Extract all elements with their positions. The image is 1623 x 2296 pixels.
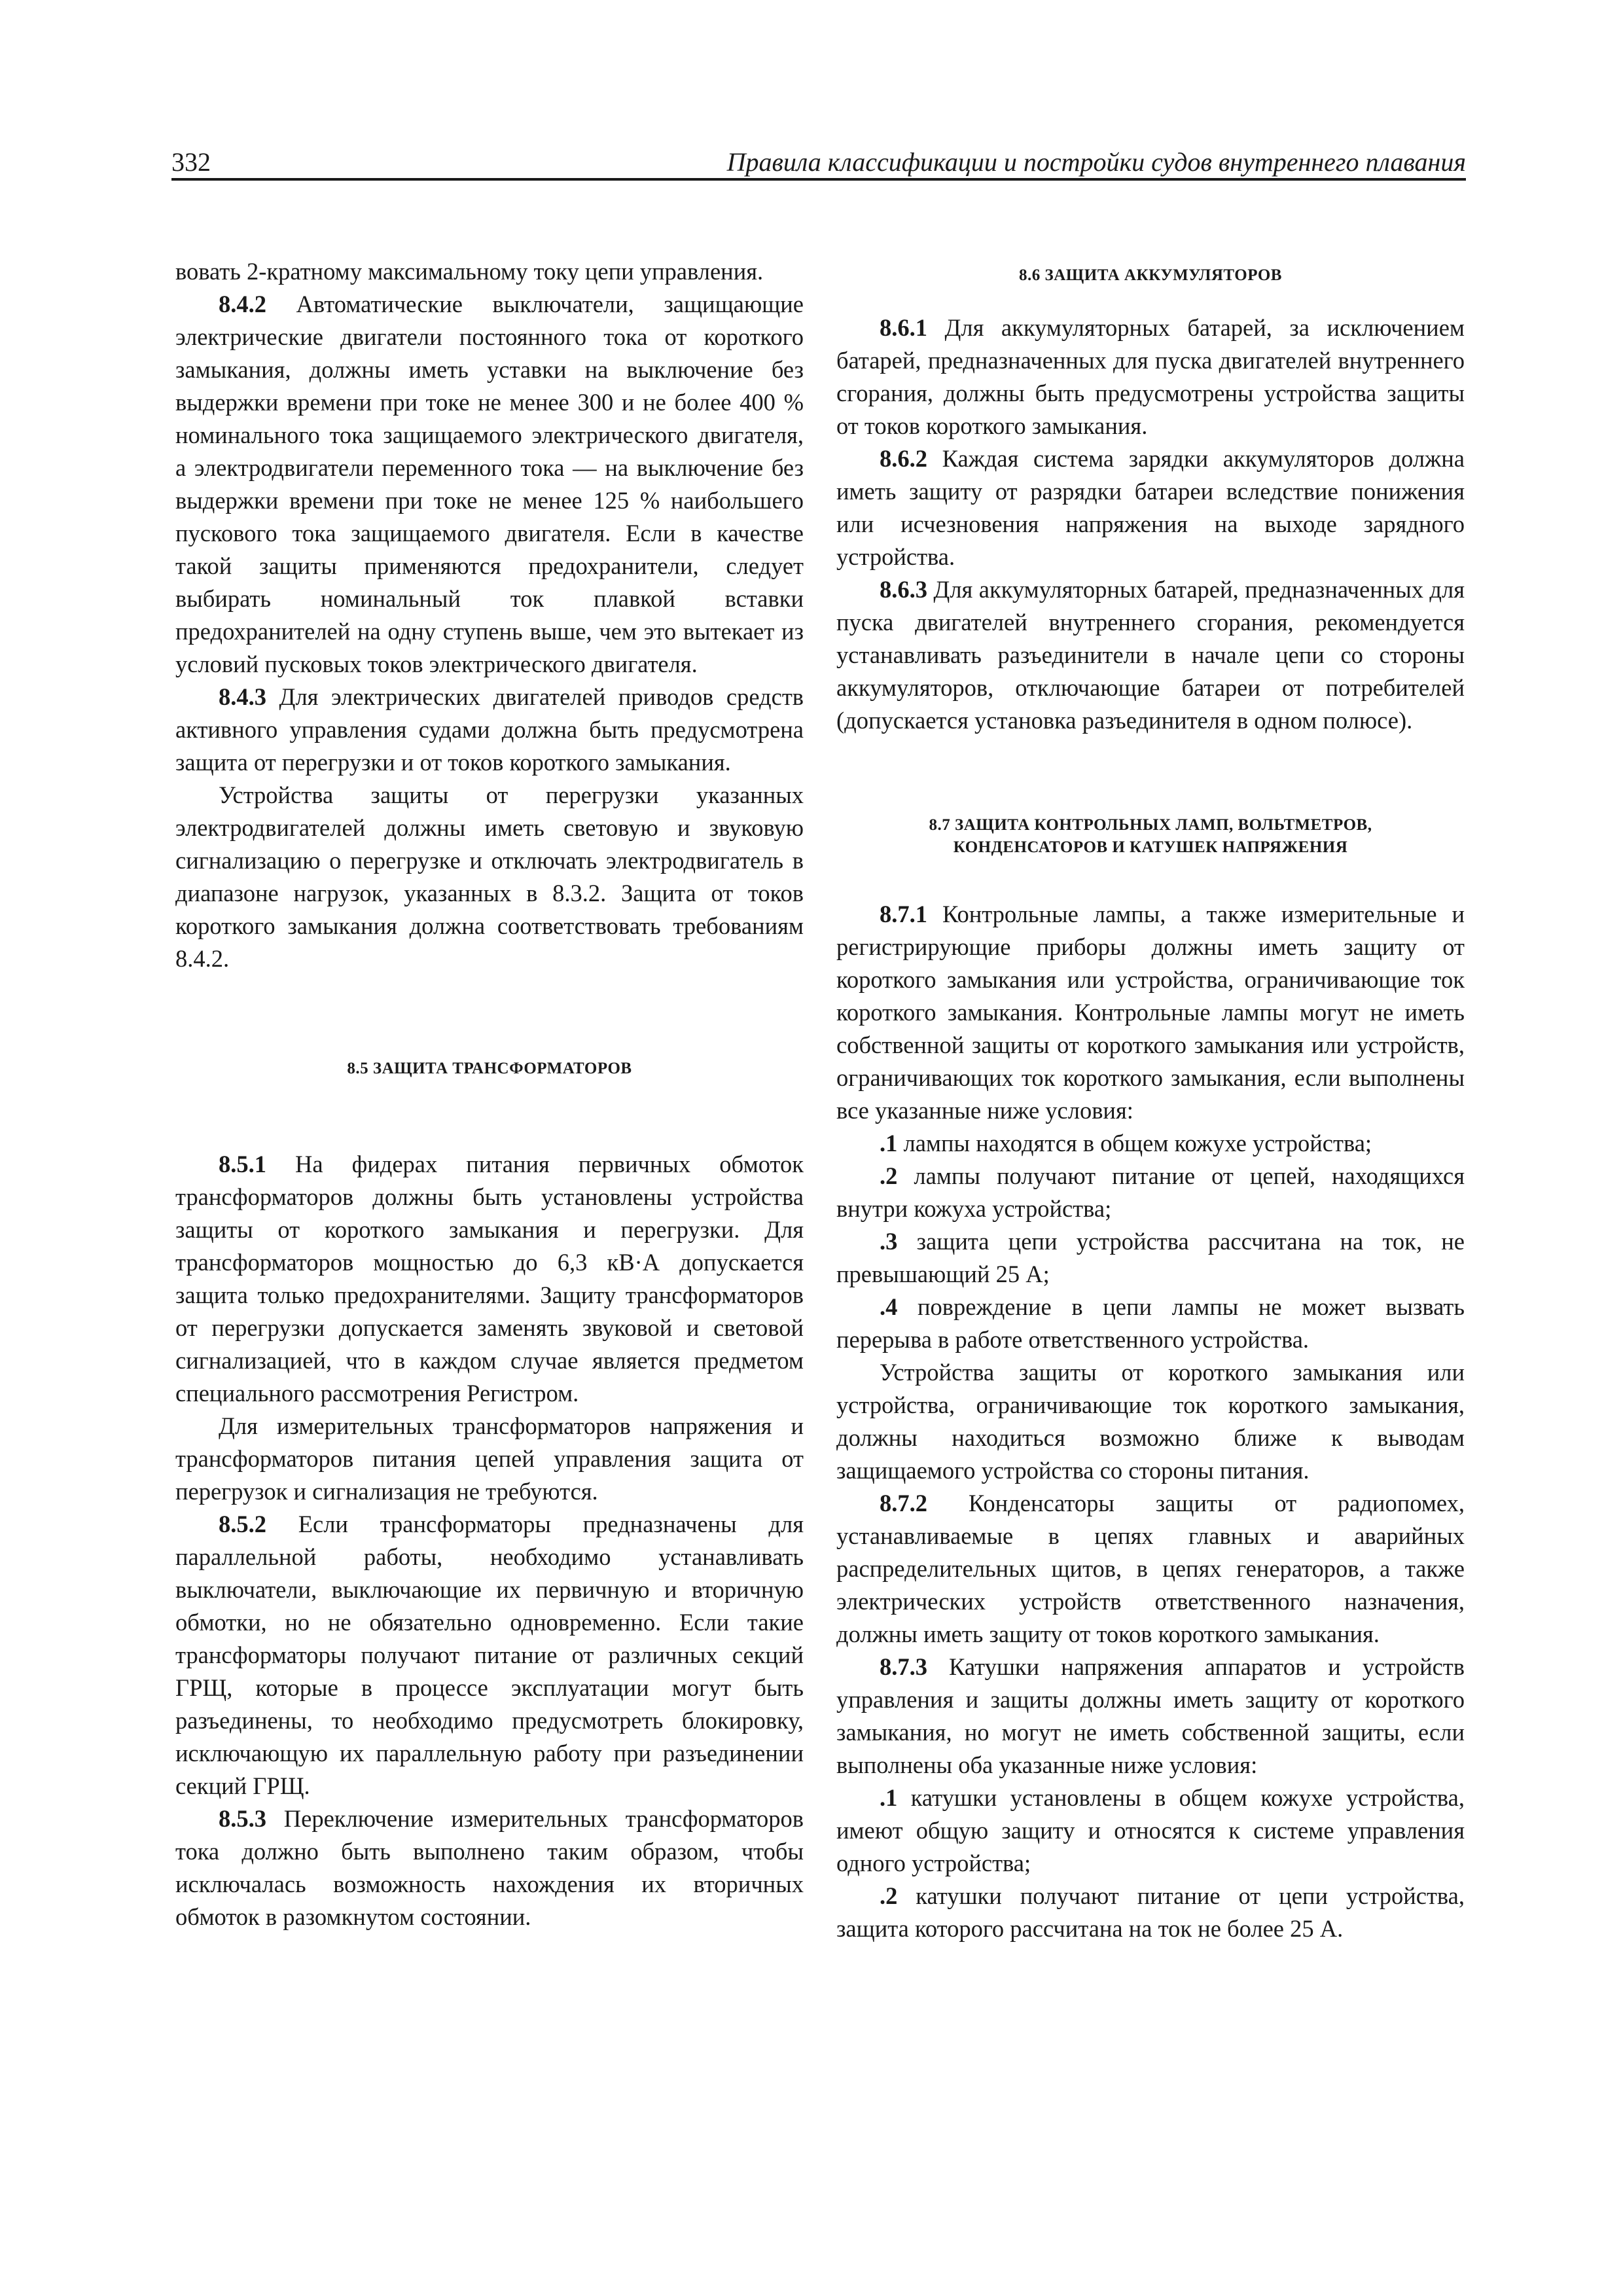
clause-number: 8.7.1 (880, 901, 927, 927)
paragraph-8-6-2 (836, 442, 1465, 573)
item-number: .3 (880, 1228, 898, 1255)
paragraph-8-5-3 (175, 1803, 804, 1933)
paragraph-8-4-3-b: Устройства защиты от перегрузки указанных электродвигателей должны иметь световую и звуковую сигнализацию о перегрузке и отключать электродвигатель в диапазоне нагрузок, указанных в 8.3.2. Защита от токов короткого замыкания должна соответствовать требованиям 8.4.2. (175, 781, 804, 972)
paragraph-continuation: вовать 2-кратному максимальному току цепи управления. (175, 258, 764, 285)
paragraph-8-6-3 (836, 573, 1465, 737)
clause-text: Конденсаторы защиты от радиопомех, устанавливаемые в цепях главных и аварийных распределительных щитов, в цепях генераторов, а также электрических устройств ответственного назначения, должны иметь защиту от токов короткого замыкания. (836, 1490, 1465, 1647)
paragraph-8-7-2 (836, 1487, 1465, 1651)
clause-text: Для аккумуляторных батарей, предназначенных для пуска двигателей внутреннего сгорания, рекомендуется устанавливать разъединители в начале цепи со стороны аккумуляторов, отключающие батареи от потребителей (допускается установка разъединителя в одном полюсе). (836, 576, 1465, 734)
list-item-3 (836, 1225, 1465, 1291)
left-column (175, 255, 804, 1933)
item-number: .1 (880, 1130, 898, 1157)
right-column (836, 255, 1465, 1945)
section-heading-8-7-line2: КОНДЕНСАТОРОВ И КАТУШЕК НАПРЯЖЕНИЯ (953, 838, 1348, 856)
page-number: 332 (171, 147, 211, 177)
clause-text: Если трансформаторы предназначены для параллельной работы, необходимо устанавливать выключатели, выключающие их первичную и вторичную обмотки, но не обязательно одновременно. Если такие трансформаторы получают питание от различных секций ГРЩ, которые в процессе эксплуатации могут быть разъединены, то необходимо предусмотреть блокировку, исключающую их параллельную работу при разъединении секций ГРЩ. (175, 1511, 804, 1799)
item-text: катушки установлены в общем кожухе устройства, имеют общую защиту и относятся к системе управления одного устройства; (836, 1784, 1465, 1876)
clause-text: Переключение измерительных трансформаторов тока должно быть выполнено таким образом, чтобы исключалась возможность нахождения их вторичных обмоток в разомкнутом состоянии. (175, 1805, 804, 1930)
item-text: лампы получают питание от цепей, находящихся внутри кожуха устройства; (836, 1162, 1465, 1222)
clause-number: 8.5.1 (219, 1151, 266, 1177)
paragraph-8-5-2 (175, 1508, 804, 1803)
item-text: повреждение в цепи лампы не может вызвать перерыва в работе ответственного устройства. (836, 1293, 1465, 1353)
paragraph-8-6-1 (836, 312, 1465, 442)
list-item-1 (836, 1127, 1465, 1160)
item-text: лампы находятся в общем кожухе устройства; (897, 1130, 1372, 1157)
header-rule (171, 178, 1466, 181)
section-heading-8-7-line1: 8.7 ЗАЩИТА КОНТРОЛЬНЫХ ЛАМП, ВОЛЬТМЕТРОВ, (929, 816, 1372, 834)
item-number: .4 (880, 1293, 898, 1320)
list-item-coil-2 (836, 1880, 1465, 1945)
section-heading-8-6: 8.6 ЗАЩИТА АККУМУЛЯТОРОВ (1019, 266, 1282, 284)
clause-number: 8.4.3 (219, 683, 266, 710)
clause-number: 8.5.2 (219, 1511, 266, 1537)
clause-number: 8.4.2 (219, 291, 266, 317)
clause-text: Для электрических двигателей приводов средств активного управления судами должна быть предусмотрена защита от перегрузки и от токов короткого замыкания. (175, 683, 804, 776)
page-header (171, 143, 1466, 177)
clause-text: Контрольные лампы, а также измерительные и регистрирующие приборы должны иметь защиту от короткого замыкания или устройства, ограничивающие ток короткого замыкания. Контрольные лампы могут не иметь собственной защиты от короткого замыкания или устройств, ограничивающих ток короткого замыкания, если выполнены все указанные ниже условия: (836, 901, 1465, 1124)
paragraph-8-5-1-b: Для измерительных трансформаторов напряжения и трансформаторов питания цепей управления защита от перегрузок и сигнализация не требуются. (175, 1412, 804, 1505)
item-number: .1 (880, 1784, 898, 1811)
clause-number: 8.6.3 (880, 576, 927, 603)
clause-text: Для аккумуляторных батарей, за исключением батарей, предназначенных для пуска двигателей внутреннего сгорания, должны быть предусмотрены устройства защиты от токов короткого замыкания. (836, 314, 1465, 439)
clause-text: На фидерах питания первичных обмоток трансформаторов должны быть установлены устройства защиты от короткого замыкания и перегрузки. Для трансформаторов мощностью до 6,3 кВ·А допускается защита только предохранителями. Защиту трансформаторов от перегрузки допускается заменять звуковой и световой сигнализацией, что в каждом случае является предметом специального рассмотрения Регистром. (175, 1151, 804, 1407)
item-text: защита цепи устройства рассчитана на ток, не превышающий 25 А; (836, 1228, 1465, 1287)
paragraph-8-7-3 (836, 1651, 1465, 1782)
clause-number: 8.6.1 (880, 314, 927, 341)
clause-number: 8.5.3 (219, 1805, 266, 1832)
clause-number: 8.7.2 (880, 1490, 927, 1516)
section-heading-8-5: 8.5 ЗАЩИТА ТРАНСФОРМАТОРОВ (347, 1060, 632, 1077)
list-item-4 (836, 1291, 1465, 1356)
paragraph-8-4-3 (175, 681, 804, 779)
clause-number: 8.6.2 (880, 445, 927, 472)
item-number: .2 (880, 1162, 898, 1189)
paragraph-8-7-1 (836, 898, 1465, 1127)
paragraph-8-4-2 (175, 288, 804, 681)
paragraph-8-7-1-b: Устройства защиты от короткого замыкания или устройства, ограничивающие ток короткого замыкания, должны находиться возможно ближе к выводам защищаемого устройства со стороны питания. (836, 1359, 1465, 1484)
list-item-coil-1 (836, 1782, 1465, 1880)
clause-text: Автоматические выключатели, защищающие электрические двигатели постоянного тока от короткого замыкания, должны иметь уставки на выключение без выдержки времени при токе не менее 300 и не более 400 % номинального тока защищаемого электрического двигателя, а электродвигатели переменного тока — на выключение без выдержки времени при токе не менее 125 % наибольшего пускового тока защищаемого двигателя. Если в качестве такой защиты применяются предохранители, следует выбирать номинальный ток плавкой вставки предохранителей на одну ступень выше, чем это вытекает из условий пусковых токов электрического двигателя. (175, 291, 804, 677)
list-item-2 (836, 1160, 1465, 1225)
paragraph-8-5-1 (175, 1148, 804, 1410)
clause-number: 8.7.3 (880, 1653, 927, 1680)
running-title: Правила классификации и постройки судов внутреннего плавания (726, 147, 1466, 177)
clause-text: Катушки напряжения аппаратов и устройств управления и защиты должны иметь защиту от короткого замыкания, но могут не иметь собственной защиты, если выполнены оба указанные ниже условия: (836, 1653, 1465, 1778)
item-text: катушки получают питание от цепи устройства, защита которого рассчитана на ток не более 25 А. (836, 1882, 1465, 1942)
clause-text: Каждая система зарядки аккумуляторов должна иметь защиту от разрядки батареи вследствие понижения или исчезновения напряжения на выходе зарядного устройства. (836, 445, 1465, 570)
item-number: .2 (880, 1882, 898, 1909)
